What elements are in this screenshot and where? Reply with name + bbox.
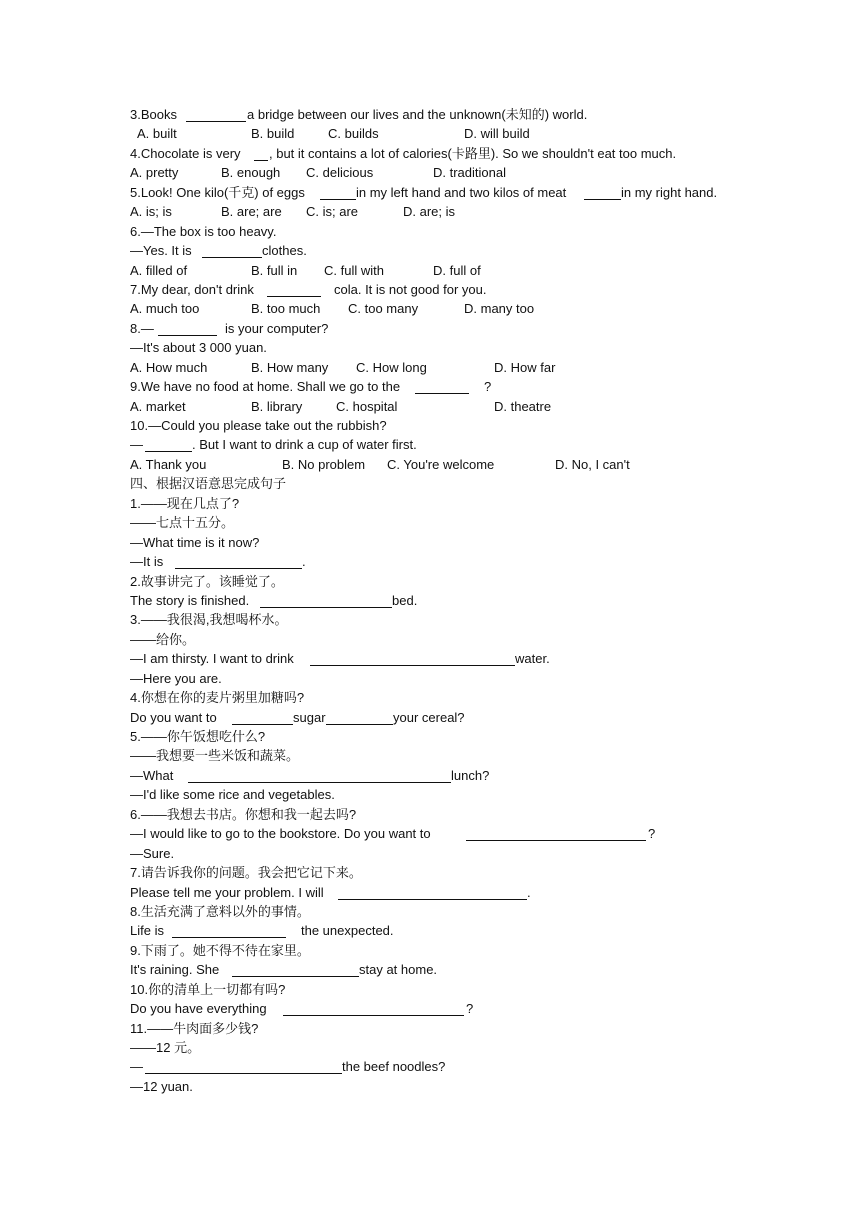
answer-blank	[232, 710, 293, 725]
line-text: —Yes. It is	[130, 243, 192, 259]
answer-blank	[260, 593, 392, 608]
question-line	[130, 377, 770, 396]
answer-blank	[338, 885, 527, 900]
line-text: Do you have everything	[130, 1001, 267, 1017]
answer-blank	[283, 1001, 464, 1016]
line-text: 10.你的清单上一切都有吗?	[130, 981, 286, 997]
answer-blank	[158, 321, 217, 336]
line-text: —	[130, 1059, 143, 1075]
question-line	[130, 280, 770, 299]
answer-blank	[145, 437, 192, 452]
question-line	[130, 319, 770, 338]
line-text: 5.Look! One kilo(千克) of eggs	[130, 184, 305, 200]
answer-blank	[202, 243, 262, 258]
line-text: the unexpected.	[301, 923, 394, 939]
line-text: ?	[484, 379, 492, 395]
line-text: . But I want to drink a cup of water first.	[192, 437, 417, 453]
question-line	[130, 805, 770, 824]
line-text: —I'd like some rice and vegetables.	[130, 787, 335, 803]
line-text: 6.——我想去书店。你想和我一起去吗?	[130, 806, 357, 822]
question-line	[130, 1057, 770, 1076]
answer-blank	[320, 185, 356, 200]
line-text: bed.	[392, 592, 418, 608]
answer-option: D. many too	[464, 301, 535, 317]
line-text: —Sure.	[130, 845, 175, 861]
line-text: 1.——现在几点了?	[130, 495, 240, 511]
question-line	[130, 513, 770, 532]
line-text: ——我想要一些米饭和蔬菜。	[130, 748, 300, 764]
question-line	[130, 222, 770, 241]
line-text: 8.—	[130, 320, 154, 336]
answer-option: C. hospital	[336, 398, 398, 414]
line-text: stay at home.	[359, 962, 438, 978]
answer-option: D. are; is	[403, 204, 456, 220]
answer-option: D. traditional	[433, 165, 506, 181]
answer-option: B. enough	[221, 165, 281, 181]
answer-option: D. will build	[464, 126, 530, 142]
question-line	[130, 144, 770, 163]
line-text: —It's about 3 000 yuan.	[130, 340, 267, 356]
options-line	[130, 124, 770, 143]
answer-option: A. market	[130, 398, 186, 414]
answer-blank	[188, 768, 451, 783]
question-line	[130, 766, 770, 785]
answer-option: B. too much	[251, 301, 321, 317]
line-text: 四、根据汉语意思完成句子	[130, 476, 287, 492]
question-line	[130, 630, 770, 649]
options-line	[130, 261, 770, 280]
answer-option: A. pretty	[130, 165, 179, 181]
answer-option: C. You're welcome	[387, 456, 495, 472]
line-text: —What	[130, 767, 174, 783]
line-text: in my left hand and two kilos of meat	[356, 184, 567, 200]
line-text: —12 yuan.	[130, 1078, 193, 1094]
question-line	[130, 241, 770, 260]
question-line	[130, 591, 770, 610]
answer-option: B. build	[251, 126, 295, 142]
line-text: is your computer?	[225, 320, 329, 336]
line-text: your cereal?	[393, 709, 465, 725]
question-line	[130, 649, 770, 668]
line-text: lunch?	[451, 767, 490, 783]
question-line	[130, 824, 770, 843]
question-line	[130, 746, 770, 765]
line-text: a bridge between our lives and the unknown(未知的) world.	[247, 107, 588, 122]
question-line	[130, 552, 770, 571]
line-text: .	[302, 554, 306, 570]
answer-blank	[232, 962, 359, 977]
answer-option: B. library	[251, 398, 303, 414]
section-heading	[130, 474, 770, 493]
answer-option: D. No, I can't	[555, 456, 630, 472]
question-line	[130, 921, 770, 940]
answer-option: B. full in	[251, 262, 298, 278]
line-text: —I am thirsty. I want to drink	[130, 651, 294, 667]
question-line	[130, 1019, 770, 1038]
line-text: 3.Books	[130, 107, 177, 122]
question-line	[130, 960, 770, 979]
answer-blank	[584, 185, 621, 200]
line-text: ——给你。	[130, 631, 196, 647]
answer-option: D. full of	[433, 262, 481, 278]
question-line	[130, 435, 770, 454]
line-text: 5.——你午饭想吃什么?	[130, 729, 266, 744]
line-text: 9.下雨了。她不得不待在家里。	[130, 942, 310, 958]
answer-option: B. No problem	[282, 456, 366, 472]
answer-option: C. is; are	[306, 204, 359, 220]
question-line	[130, 785, 770, 804]
answer-option: A. is; is	[130, 204, 172, 220]
answer-option: C. How long	[356, 359, 427, 375]
line-text: —Here you are.	[130, 670, 222, 686]
line-text: 4.Chocolate is very	[130, 145, 241, 161]
line-text: 7.请告诉我你的问题。我会把它记下来。	[130, 865, 362, 881]
line-text: , but it contains a lot of calories(卡路里). So we shouldn't eat too much.	[269, 145, 677, 161]
options-line	[130, 163, 770, 182]
line-text: clothes.	[262, 243, 307, 259]
line-text: 2.故事讲完了。该睡觉了。	[130, 573, 284, 589]
line-text: It's raining. She	[130, 962, 220, 978]
line-text: Do you want to	[130, 709, 217, 725]
line-text: 7.My dear, don't drink	[130, 281, 254, 297]
question-line	[130, 183, 770, 202]
answer-blank	[466, 826, 646, 841]
line-text: the beef noodles?	[342, 1059, 446, 1075]
line-text: ?	[648, 826, 656, 842]
line-text: in my right hand.	[621, 184, 718, 200]
question-line	[130, 883, 770, 902]
question-line	[130, 844, 770, 863]
answer-option: A. filled of	[130, 262, 188, 278]
line-text: .	[527, 884, 531, 900]
answer-blank	[145, 1059, 342, 1074]
line-text: 11.——牛肉面多少钱?	[130, 1020, 259, 1036]
line-text: water.	[515, 651, 550, 667]
answer-blank	[186, 107, 246, 122]
options-line	[130, 202, 770, 221]
answer-blank	[267, 282, 321, 297]
answer-option: A. How much	[130, 359, 208, 375]
line-text: Please tell me your problem. I will	[130, 884, 324, 900]
options-line	[130, 299, 770, 318]
question-line	[130, 416, 770, 435]
answer-blank	[310, 651, 515, 666]
answer-option: B. are; are	[221, 204, 282, 220]
line-text: —What time is it now?	[130, 534, 260, 550]
options-line	[130, 397, 770, 416]
question-line	[130, 727, 770, 746]
options-line	[130, 455, 770, 474]
answer-blank	[415, 379, 469, 394]
line-text: 10.—Could you please take out the rubbish?	[130, 418, 387, 433]
line-text: ?	[466, 1001, 474, 1017]
line-text: 8.生活充满了意料以外的事情。	[130, 903, 310, 919]
answer-option: C. full with	[324, 262, 384, 278]
line-text: 4.你想在你的麦片粥里加糖吗?	[130, 690, 305, 706]
answer-blank	[172, 923, 286, 938]
answer-blank	[254, 146, 268, 161]
line-text: sugar	[293, 709, 326, 725]
question-line	[130, 708, 770, 727]
line-text: 9.We have no food at home. Shall we go to the	[130, 379, 401, 395]
question-line	[130, 338, 770, 357]
options-line	[130, 358, 770, 377]
line-text: cola. It is not good for you.	[334, 281, 487, 297]
line-text: ——七点十五分。	[130, 515, 235, 531]
answer-blank	[326, 710, 393, 725]
answer-option: D. theatre	[494, 398, 552, 414]
answer-blank	[175, 554, 302, 569]
question-line	[130, 494, 770, 513]
question-line	[130, 572, 770, 591]
line-text: —It is	[130, 554, 164, 570]
line-text: Life is	[130, 923, 164, 939]
question-line	[130, 688, 770, 707]
answer-option: C. builds	[328, 126, 379, 142]
question-line	[130, 1077, 770, 1096]
question-line	[130, 105, 770, 124]
line-text: ——12 元。	[130, 1040, 201, 1055]
question-line	[130, 980, 770, 999]
line-text: 3.——我很渴,我想喝杯水。	[130, 612, 288, 628]
question-line	[130, 669, 770, 688]
answer-option: D. How far	[494, 359, 556, 375]
question-line	[130, 1038, 770, 1057]
question-line	[130, 533, 770, 552]
answer-option: C. too many	[348, 301, 419, 317]
answer-option: B. How many	[251, 359, 329, 375]
answer-option: C. delicious	[306, 165, 374, 181]
worksheet-page	[130, 105, 770, 1096]
answer-option: A. Thank you	[130, 456, 207, 472]
question-line	[130, 863, 770, 882]
question-line	[130, 999, 770, 1018]
question-line	[130, 902, 770, 921]
question-line	[130, 610, 770, 629]
line-text: The story is finished.	[130, 592, 250, 608]
question-line	[130, 941, 770, 960]
line-text: —	[130, 437, 143, 453]
line-text: —I would like to go to the bookstore. Do you want to	[130, 826, 431, 842]
answer-option: A. much too	[130, 301, 200, 317]
line-text: 6.—The box is too heavy.	[130, 223, 277, 239]
answer-option: A. built	[137, 126, 177, 142]
